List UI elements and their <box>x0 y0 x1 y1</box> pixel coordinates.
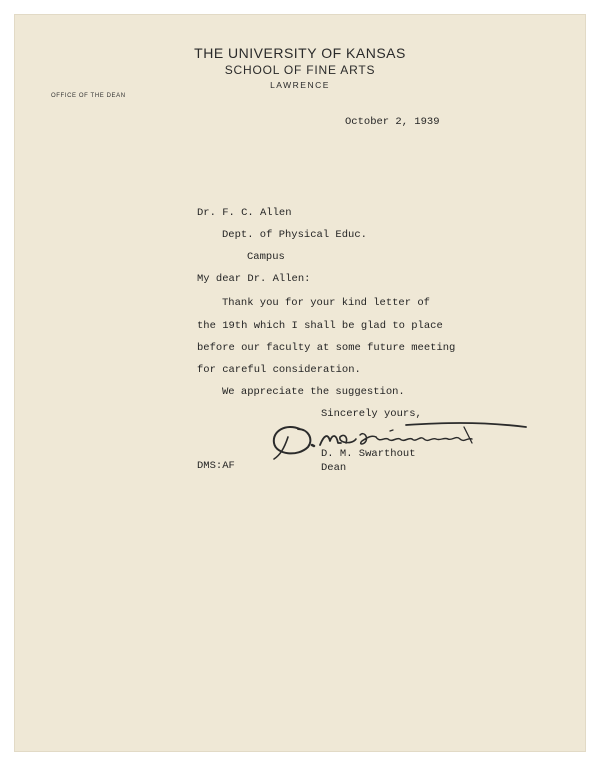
letterhead-university: THE UNIVERSITY OF KANSAS <box>194 45 406 61</box>
letterhead-school: SCHOOL OF FINE ARTS <box>224 63 376 77</box>
body-line: Thank you for your kind letter of <box>222 297 430 309</box>
letterhead-office: OFFICE OF THE DEAN <box>51 93 126 99</box>
body-line: before our faculty at some future meeting <box>197 342 456 354</box>
signer-name: D. M. Swarthout <box>321 448 416 460</box>
letter-date: October 2, 1939 <box>345 116 440 128</box>
complimentary-close: Sincerely yours, <box>321 408 422 420</box>
signer-title: Dean <box>321 462 347 474</box>
recipient-department: Dept. of Physical Educ. <box>222 229 367 241</box>
recipient-name: Dr. F. C. Allen <box>197 207 292 219</box>
letterhead-city: LAWRENCE <box>270 80 330 90</box>
recipient-location: Campus <box>247 251 285 263</box>
letter-page <box>14 14 586 752</box>
body-line: for careful consideration. <box>197 364 361 376</box>
salutation: My dear Dr. Allen: <box>197 273 311 285</box>
body-line: the 19th which I shall be glad to place <box>197 320 443 332</box>
typist-initials: DMS:AF <box>197 460 235 472</box>
body-closing-line: We appreciate the suggestion. <box>222 386 405 398</box>
